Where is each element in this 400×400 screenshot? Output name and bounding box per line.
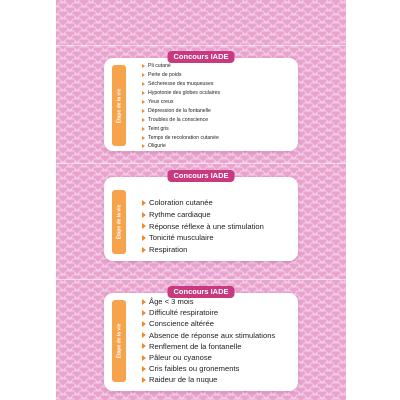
card-item-list	[142, 197, 264, 255]
pink-background-sheet	[56, 0, 346, 400]
list-item	[142, 197, 264, 209]
list-item-text: Absence de réponse aux stimulations	[149, 330, 276, 340]
list-item-text: Temps de recoloration cutanée	[148, 134, 219, 141]
bullet-arrow-icon	[142, 247, 146, 253]
list-item-text: Difficulté respiratoire	[149, 308, 219, 318]
list-item	[142, 124, 220, 133]
list-item-text: Troubles de la conscience	[148, 116, 209, 123]
list-item-text: Pâleur ou cyanose	[149, 353, 212, 363]
card-item-list	[142, 296, 275, 386]
bullet-arrow-icon	[142, 82, 145, 86]
list-item	[142, 341, 275, 352]
list-item-text: Respiration	[149, 245, 188, 255]
list-item	[142, 115, 220, 124]
bullet-arrow-icon	[142, 127, 145, 131]
bullet-arrow-icon	[142, 299, 146, 305]
bullet-arrow-icon	[142, 343, 146, 349]
list-item-text: Coloration cutanée	[149, 198, 213, 208]
list-item	[142, 244, 264, 256]
bullet-arrow-icon	[142, 377, 146, 383]
list-item	[142, 352, 275, 363]
list-item	[142, 296, 275, 307]
list-item-text: Oligurie	[148, 143, 166, 150]
list-item-text: Âge < 3 mois	[149, 297, 194, 307]
list-item	[142, 98, 220, 107]
bullet-arrow-icon	[142, 310, 146, 316]
flashcard-1[interactable]	[104, 52, 298, 151]
list-item	[142, 330, 275, 341]
card-badge: Concours IADE	[167, 170, 234, 182]
bullet-arrow-icon	[142, 321, 146, 327]
list-item-text: Renflement de la fontanelle	[149, 341, 242, 351]
list-item	[142, 133, 220, 142]
list-item-text: Dépression de la fontanelle	[148, 107, 211, 114]
list-item-text: Sécheresse des muqueuses	[148, 81, 214, 88]
card-side-tab-label: Étape de la vie	[116, 323, 122, 359]
list-item-text: Raideur de la nuque	[149, 375, 218, 385]
list-item-text: Perte de poids	[148, 72, 182, 79]
bullet-arrow-icon	[142, 332, 146, 338]
divider-line	[56, 45, 346, 46]
list-item	[142, 220, 264, 232]
bullet-arrow-icon	[142, 64, 145, 68]
list-item	[142, 71, 220, 80]
divider-line	[56, 163, 346, 164]
bullet-arrow-icon	[142, 100, 145, 104]
list-item-text: Cris faibles ou gronements	[149, 364, 240, 374]
bullet-arrow-icon	[142, 366, 146, 372]
card-side-tab-label: Étape de la vie	[116, 204, 122, 240]
card-side-tab	[112, 65, 126, 146]
card-side-tab	[112, 300, 126, 382]
list-item	[142, 106, 220, 115]
bullet-arrow-icon	[142, 212, 146, 218]
bullet-arrow-icon	[142, 118, 145, 122]
list-item-text: Yeux creux	[148, 99, 174, 105]
card-side-tab	[112, 190, 126, 254]
list-item-text: Tonicité musculaire	[149, 233, 214, 243]
bullet-arrow-icon	[142, 223, 146, 229]
list-item	[142, 232, 264, 244]
card-item-list	[142, 62, 220, 151]
bullet-arrow-icon	[142, 109, 145, 113]
bullet-arrow-icon	[142, 355, 146, 361]
list-item-text: Réponse réflexe à une stimulation	[149, 221, 264, 231]
list-item	[142, 62, 220, 71]
list-item-text: Rythme cardiaque	[149, 210, 211, 220]
list-item	[142, 363, 275, 374]
list-item	[142, 307, 275, 318]
divider-line	[56, 279, 346, 280]
list-item	[142, 209, 264, 221]
bullet-arrow-icon	[142, 136, 145, 140]
list-item	[142, 318, 275, 329]
list-item-text: Conscience altérée	[149, 319, 215, 329]
list-item	[142, 374, 275, 385]
list-item	[142, 142, 220, 151]
bullet-arrow-icon	[142, 200, 146, 206]
card-side-tab-label: Étape de la vie	[116, 88, 122, 123]
bullet-arrow-icon	[142, 91, 145, 95]
card-badge: Concours IADE	[167, 286, 234, 298]
bullet-arrow-icon	[142, 144, 145, 148]
bullet-arrow-icon	[142, 73, 145, 77]
list-item-text: Hypotonie des globes oculaires	[148, 90, 221, 97]
list-item	[142, 80, 220, 89]
card-badge: Concours IADE	[167, 51, 234, 63]
list-item-text: Teint gris	[148, 125, 169, 132]
flashcard-3[interactable]	[104, 287, 298, 391]
list-item-text: Pli cutané	[148, 63, 171, 70]
bullet-arrow-icon	[142, 235, 146, 241]
flashcard-2[interactable]	[104, 171, 298, 261]
list-item	[142, 89, 220, 98]
